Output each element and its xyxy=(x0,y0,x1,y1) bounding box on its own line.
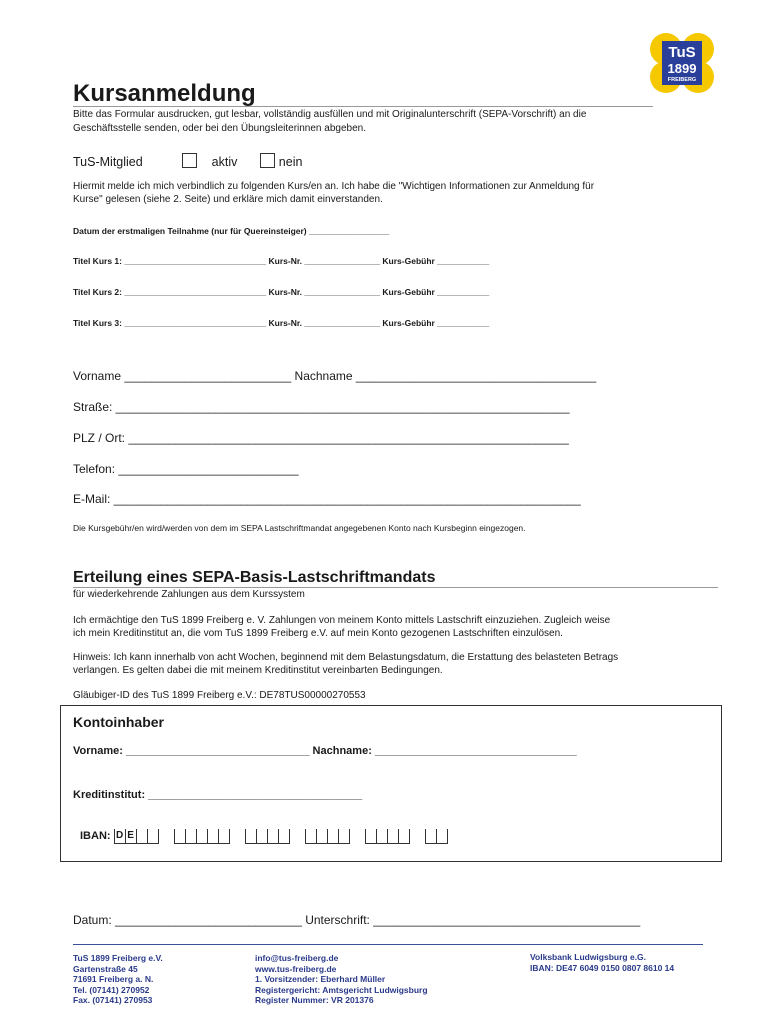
label-aktiv: aktiv xyxy=(211,155,238,169)
club-logo xyxy=(649,33,715,93)
account-holder-title: Kontoinhaber xyxy=(73,714,164,730)
iban-group-6[interactable] xyxy=(425,829,448,844)
intro-text: Bitte das Formular ausdrucken, gut lesbar, vollständig ausfüllen und mit Originalunterschrift (SEPA-Vorschrift) an die Geschäftsstelle senden, oder bei den Übungsleiterinnen abgeben. xyxy=(73,109,587,134)
course-2-row[interactable]: Titel Kurs 2: ______________________________ Kurs-Nr. ________________ Kurs-Gebühr ___________ xyxy=(73,287,490,297)
iban-group-4[interactable] xyxy=(305,829,350,844)
creditor-id: Gläubiger-ID des TuS 1899 Freiberg e.V.: DE78TUS00000270553 xyxy=(73,690,366,701)
fee-note: Die Kursgebühr/en wird/werden von dem im SEPA Lastschriftmandat angegebenen Konto nach Kursbeginn eingezogen. xyxy=(73,523,526,533)
first-date-field[interactable]: Datum der erstmaligen Teilnahme (nur für Quereinsteiger) _________________ xyxy=(73,226,390,236)
zip-city-field[interactable]: PLZ / Ort: __________________________________________________________________ xyxy=(73,431,569,445)
iban-group-1[interactable] xyxy=(114,829,159,844)
checkbox-nein[interactable] xyxy=(260,153,275,168)
account-name-field[interactable]: Vorname: ______________________________ Nachname: _________________________________ xyxy=(73,745,577,757)
course-3-row[interactable]: Titel Kurs 3: ______________________________ Kurs-Nr. ________________ Kurs-Gebühr ___________ xyxy=(73,318,490,328)
page-title: Kursanmeldung xyxy=(73,80,256,107)
sepa-notice: Hinweis: Ich kann innerhalb von acht Wochen, beginnend mit dem Belastungsdatum, die Erstattung des belasteten Betrags verlangen. Es gelten dabei die mit meinem Kreditinstitut vereinbarten Bedingungen. xyxy=(73,652,619,676)
declaration-text: Hiermit melde ich mich verbindlich zu folgenden Kurs/en an. Ich habe die "Wichtigen Informationen zur Anmeldung für Kurse" gelesen (siehe 2. Seite) und erkläre mich damit einverstanden. xyxy=(73,181,595,205)
iban-row[interactable] xyxy=(80,829,460,844)
bank-field[interactable]: Kreditinstitut: ___________________________________ xyxy=(73,789,363,801)
footer-divider xyxy=(73,944,703,945)
sepa-subtitle: für wiederkehrende Zahlungen aus dem Kurssystem xyxy=(73,589,305,600)
iban-char: D xyxy=(114,829,125,843)
sepa-title: Erteilung eines SEPA-Basis-Lastschriftmandats xyxy=(73,569,436,586)
course-1-row[interactable]: Titel Kurs 1: ______________________________ Kurs-Nr. ________________ Kurs-Gebühr ___________ xyxy=(73,256,490,266)
name-field[interactable]: Vorname _________________________ Nachname ____________________________________ xyxy=(73,369,597,383)
phone-field[interactable]: Telefon: ___________________________ xyxy=(73,462,299,476)
street-field[interactable]: Straße: ____________________________________________________________________ xyxy=(73,400,570,414)
footer-bank: Volksbank Ludwigsburg e.G. IBAN: DE47 6049 0150 0807 8610 14 xyxy=(530,952,675,973)
iban-group-3[interactable] xyxy=(245,829,290,844)
membership-row xyxy=(73,153,302,169)
svg-text:1899: 1899 xyxy=(667,61,697,76)
title-divider xyxy=(73,106,653,107)
membership-label: TuS-Mitglied xyxy=(73,155,143,169)
checkbox-aktiv[interactable] xyxy=(182,153,197,168)
svg-text:TuS: TuS xyxy=(668,44,696,61)
iban-char: E xyxy=(125,829,136,843)
footer-address: TuS 1899 Freiberg e.V. Gartenstraße 45 71691 Freiberg a. N. Tel. (07141) 270952 Fax. (07141) 270953 xyxy=(73,953,163,1005)
signature-row[interactable]: Datum: ____________________________ Unterschrift: ________________________________________ xyxy=(73,913,641,927)
svg-text:FREIBERG: FREIBERG xyxy=(667,77,697,83)
footer-contact: info@tus-freiberg.de www.tus-freiberg.de 1. Vorsitzender: Eberhard Müller Registergericht: Amtsgericht Ludwigsburg Register Nummer: VR 201376 xyxy=(255,953,428,1005)
iban-group-2[interactable] xyxy=(174,829,230,844)
iban-label: IBAN: xyxy=(80,830,111,842)
email-field[interactable]: E-Mail: ______________________________________________________________________ xyxy=(73,492,581,506)
iban-group-5[interactable] xyxy=(365,829,410,844)
sepa-authorization: Ich ermächtige den TuS 1899 Freiberg e. V. Zahlungen von meinem Konto mittels Lastschrift einzuziehen. Zugleich weise ich mein Kreditinstitut an, die vom TuS 1899 Freiberg e.V. auf mein Konto gezogenen Lastschriften einzulösen. xyxy=(73,615,611,639)
label-nein: nein xyxy=(278,155,303,169)
